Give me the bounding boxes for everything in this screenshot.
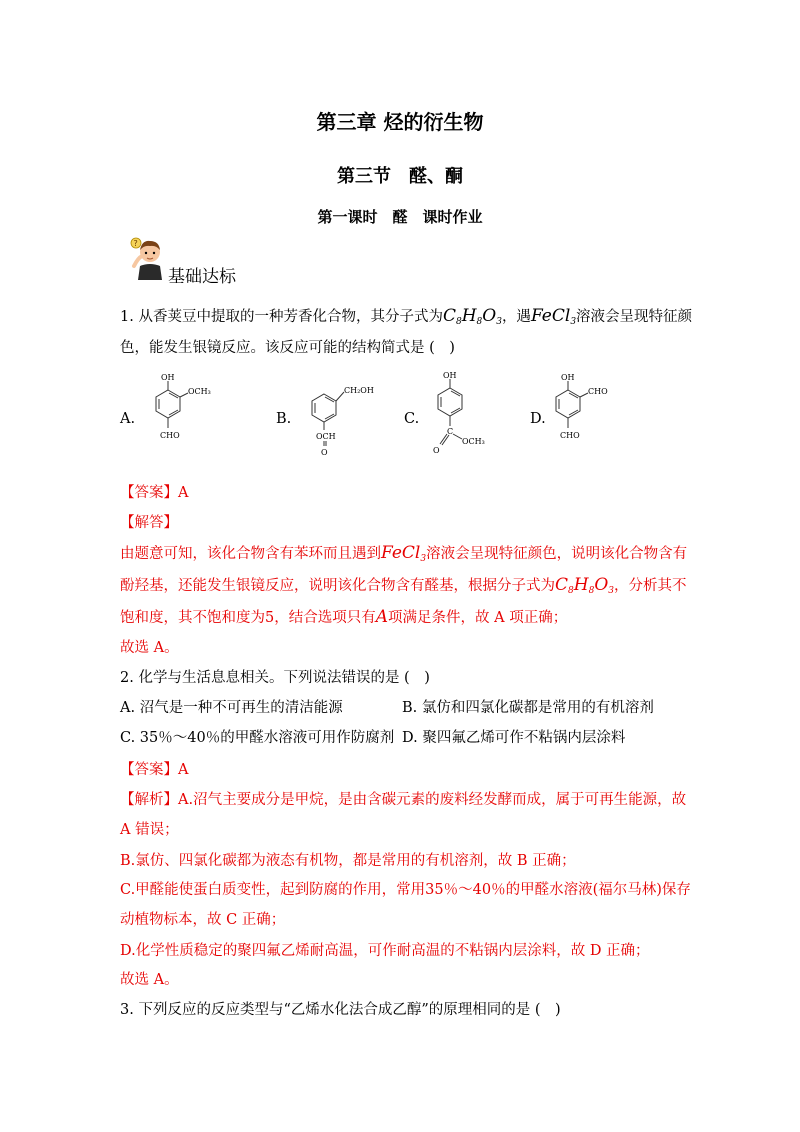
q1-option-b-label: B. xyxy=(276,411,292,427)
q2-analysis-line7: 故选 A。 xyxy=(120,972,179,988)
q1-analysis-line2: 酚羟基，还能发生银镜反应，说明该化合物含有醛基，根据分子式为$C_8H_8O_3$，分析其不 xyxy=(120,575,687,596)
q2-option-c[interactable]: C. 35％～40％的甲醛水溶液可用作防腐剂 xyxy=(120,730,395,746)
q3-stem: 3. 下列反应的反应类型与“乙烯水化法合成乙醇”的原理相同的是 ( ) xyxy=(120,1002,561,1018)
carbonyl-o: O xyxy=(433,446,440,455)
q2-analysis-line1: 【解析】A.沼气主要成分是甲烷，是由含碳元素的废料经发酵而成，属于可再生能源，故 xyxy=(120,792,687,808)
q1-option-b-structure[interactable] xyxy=(294,378,384,472)
q1-option-c-structure[interactable] xyxy=(420,366,500,466)
oh-group: OH xyxy=(161,373,175,382)
cho-group: CHO xyxy=(560,431,580,440)
och3-group: OCH₃ xyxy=(462,437,485,446)
q1-option-d-label: D. xyxy=(530,411,546,427)
svg-text:?: ? xyxy=(133,239,138,248)
q1-analysis-line1: 由题意可知，该化合物含有苯环而且遇到FeCl$_3$溶液会呈现特征颜色，说明该化合物含有 xyxy=(120,543,688,564)
carbonyl-o: O xyxy=(321,448,328,457)
q1-analysis-line3: 饱和度，其不饱和度为5，结合选项只有A项满足条件，故 A 项正确； xyxy=(120,607,568,627)
section-title: 第三节 醛、酮 xyxy=(337,166,463,187)
q2-analysis-line3: B.氯仿、四氯化碳都为液态有机物，都是常用的有机溶剂，故 B 正确； xyxy=(120,853,576,869)
carbon-label: C xyxy=(447,427,454,436)
q1-analysis-line4: 故选 A。 xyxy=(120,640,179,656)
lesson-title: 第一课时 醛 课时作业 xyxy=(317,208,483,226)
q1-answer: 【答案】A xyxy=(120,485,189,501)
q1-analysis-tag: 【解答】 xyxy=(120,515,178,531)
cho-group: CHO xyxy=(588,387,608,396)
q2-answer: 【答案】A xyxy=(120,762,189,778)
q2-option-d[interactable]: D. 聚四氟乙烯可作不粘锅内层涂料 xyxy=(402,730,626,746)
thinking-boy-icon xyxy=(128,236,170,280)
q1-option-a-structure[interactable] xyxy=(138,370,218,464)
ch2oh-group: CH₂OH xyxy=(344,386,374,395)
basic-level-label: 基础达标 xyxy=(168,267,236,287)
chapter-title: 第三章 烃的衍生物 xyxy=(316,110,484,134)
q2-option-b[interactable]: B. 氯仿和四氯化碳都是常用的有机溶剂 xyxy=(402,700,654,716)
q2-analysis-line5: 动植物标本，故 C 正确； xyxy=(120,912,286,928)
q1-stem: 1. 从香荚豆中提取的一种芳香化合物，其分子式为$C_8H_8O_3$，遇FeCl$_3$溶液会呈现特征颜 xyxy=(120,306,693,327)
q1-option-a-label: A. xyxy=(120,411,136,427)
cho-group: CHO xyxy=(160,431,180,440)
q2-option-a[interactable]: A. 沼气是一种不可再生的清洁能源 xyxy=(120,700,343,716)
oh-group: OH xyxy=(443,371,457,380)
q2-analysis-line6: D.化学性质稳定的聚四氟乙烯耐高温，可作耐高温的不粘锅内层涂料，故 D 正确； xyxy=(120,943,650,959)
oh-group: OH xyxy=(561,373,575,382)
q1-stem-line2: 色，能发生银镜反应。该反应可能的结构简式是 ( ) xyxy=(120,340,455,356)
q2-analysis-line4: C.甲醛能使蛋白质变性，起到防腐的作用，常用35％～40％的甲醛水溶液(福尔马林)保存 xyxy=(120,882,691,898)
q1-option-c-label: C. xyxy=(404,411,420,427)
q2-analysis-line2: A 错误； xyxy=(120,822,179,838)
och-group: OCH xyxy=(316,432,336,441)
q2-stem: 2. 化学与生活息息相关。下列说法错误的是 ( ) xyxy=(120,670,430,686)
och3-group: OCH₃ xyxy=(188,387,211,396)
q1-option-d-structure[interactable] xyxy=(546,370,626,464)
